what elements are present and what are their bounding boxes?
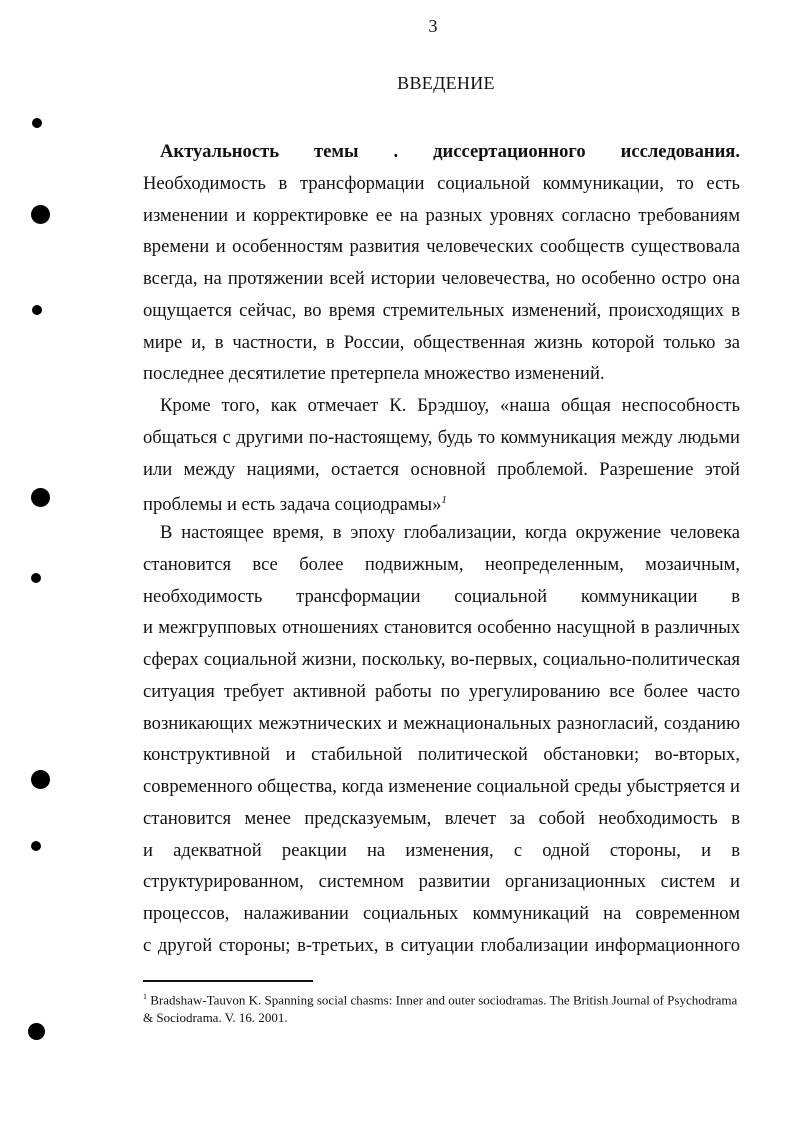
line-text: сферах социальной жизни, поскольку, во-первых, социально-политическая — [143, 649, 740, 670]
body-text — [143, 136, 740, 962]
text-line — [143, 454, 740, 486]
text-line — [143, 295, 740, 327]
footnote-text: Bradshaw-Tauvon K. Spanning social chasms: Inner and outer sociodramas. The British Journal of Psychodrama & Sociodrama. V. 16. 2001. — [143, 992, 738, 1026]
line-text: современного общества, когда изменение социальной среды убыстряется и — [143, 776, 740, 797]
line-text: Актуальность темы . диссертационного исследования. — [160, 141, 740, 162]
line-text: времени и особенностям развития человеческих сообществ существовала — [143, 236, 740, 258]
text-line — [143, 708, 740, 740]
text-line — [143, 390, 740, 422]
line-text: необходимость трансформации социальной коммуникации в — [143, 585, 740, 607]
line-text: ситуация требует активной работы по урегулированию все более часто — [143, 680, 740, 702]
scan-hole-mark — [31, 573, 41, 583]
line-text: конструктивной и стабильной политической обстановки; во-вторых, — [143, 744, 740, 766]
line-text: Кроме того, как отмечает К. Брэдшоу, «наша общая неспособность — [160, 395, 740, 416]
line-text: ощущается сейчас, во время стремительных изменений, происходящих в — [143, 299, 740, 321]
scan-hole-mark — [31, 841, 41, 851]
text-line — [143, 866, 740, 898]
section-title: ВВЕДЕНИЕ — [397, 73, 495, 93]
text-line — [143, 739, 740, 771]
text-line — [143, 835, 740, 867]
footnote-marker: 1 — [143, 992, 147, 1001]
text-line — [143, 930, 740, 962]
text-line — [143, 644, 740, 676]
line-text: структурированном, системном развитии организационных систем и — [143, 871, 740, 893]
line-text: возникающих межэтнических и межнациональных разногласий, созданию — [143, 712, 740, 734]
line-text: изменении и корректировке ее на разных уровнях согласно требованиям — [143, 204, 740, 226]
text-line — [143, 517, 740, 549]
section-heading-line — [143, 136, 740, 168]
line-text: или между нациями, остается основной проблемой. Разрешение этой — [143, 458, 740, 480]
line-text: становится менее предсказуемым, влечет за собой необходимость в — [143, 807, 740, 829]
scan-hole-mark — [32, 305, 42, 315]
line-text: проблемы и есть задача социодрамы» — [143, 494, 442, 516]
text-line — [143, 549, 740, 581]
line-text: и межгрупповых отношениях становится особенно насущной в различных — [143, 617, 740, 639]
line-text: последнее десятилетие претерпела множество изменений. — [143, 363, 605, 385]
line-text: мире и, в частности, в России, общественная жизнь которой только за — [143, 331, 740, 353]
line-text: процессов, налаживании социальных коммуникаций на современном — [143, 903, 740, 924]
scan-hole-mark — [28, 1023, 45, 1040]
footnote-reference: 1 — [441, 494, 447, 507]
text-line — [143, 231, 740, 263]
footnote — [143, 988, 743, 1027]
footnote-divider — [143, 980, 313, 982]
scan-hole-mark — [31, 488, 50, 507]
scan-hole-mark — [31, 770, 50, 789]
text-line — [143, 898, 740, 930]
text-line — [143, 581, 740, 613]
text-line — [143, 676, 740, 708]
text-line — [143, 168, 740, 200]
line-text: общаться с другими по-настоящему, будь то коммуникация между людьми — [143, 426, 740, 448]
text-line — [143, 485, 740, 517]
line-text: и адекватной реакции на изменения, с одной стороны, и в — [143, 839, 740, 861]
text-line — [143, 200, 740, 232]
text-line — [143, 358, 740, 390]
text-line — [143, 612, 740, 644]
scan-hole-mark — [31, 205, 50, 224]
page-number: 3 — [428, 16, 438, 36]
text-line — [143, 327, 740, 359]
text-line — [143, 263, 740, 295]
line-text: становится все более подвижным, неопределенным, мозаичным, — [143, 553, 740, 575]
text-line — [143, 422, 740, 454]
line-text: В настоящее время, в эпоху глобализации, когда окружение человека — [160, 522, 740, 543]
line-text: Необходимость в трансформации социальной коммуникации, то есть — [143, 172, 740, 194]
text-line — [143, 771, 740, 803]
text-line — [143, 803, 740, 835]
scan-hole-mark — [32, 118, 42, 128]
line-text: с другой стороны; в-третьих, в ситуации глобализации информационного — [143, 934, 740, 956]
line-text: всегда, на протяжении всей истории человечества, но особенно остро она — [143, 268, 740, 289]
